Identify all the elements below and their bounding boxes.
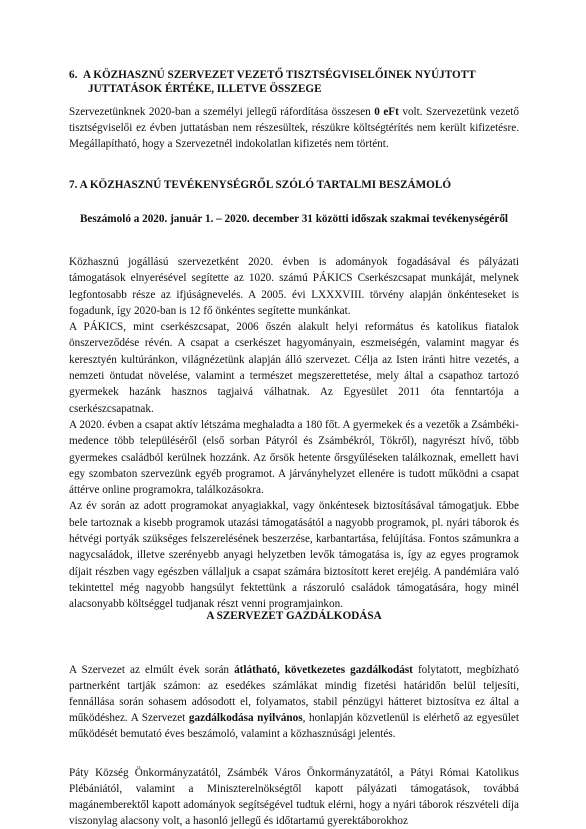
section-6-heading xyxy=(69,68,538,96)
section-8-p1-bold-1: átlátható, következetes gazdálkodást xyxy=(234,664,413,676)
section-7-paragraph-2: A PÁKICS, mint cserkészcsapat, 2006 őszén alakult helyi református és katolikus fiatalok önszerveződése révén. A csapat a cserkészet hagyományain, eszmeiségén, valamint magyar és keresztyén kultúránkon, világnézetünk alapján álló szervezet. Célja az Isten iránti hitre vezetés, a nemzeti öntudat növelése, valamint a természet megszerettetése, mely által a csapathoz tartozó gyermekek hazánk hasznos tagjaivá válhatnak. Az Egyesület 2011 óta fenntartója a cserkészcsapatnak. xyxy=(69,321,519,415)
section-6-amount: 0 eFt xyxy=(374,106,399,118)
section-8-p1-b: folytatott, megbízható partnerként tartják számon: az esedékes számlákat mindig fizetési határidőn belül teljesíti, fennállása során sohasem adósodott el, folyamatos, stabil pénzügyi hátteret biztosítva ez által a működéshez. A Szervezet xyxy=(69,664,519,725)
section-6-text-b: volt. Szervezetünk vezető tisztségviselői ez évben juttatásban nem részesültek, részükre költségtérítés nem került kifizetésre. Megállapítható, hogy a Szervezetnél indokolatlan kifizetés nem történt. xyxy=(69,106,519,151)
section-8-p1-a: A Szervezet az elmúlt évek során xyxy=(69,664,235,676)
section-7-paragraph-3: A 2020. évben a csapat aktív létszáma meghaladta a 180 főt. A gyermekek és a vezetők a Zsámbéki-medence több településéről (első sorban Pátyról és Zsámbékról, Tökről), nagyrészt hívő, több gyermekes családból kerülnek hozzánk. Az őrsök hetente őrsgyűléseken találkoznak, emellett havi egy szombaton szervezünk egyéb programot. A járványhelyzet ellenére is tudott működni a csapat áttérve online programokra, találkozásokra. xyxy=(69,418,519,497)
section-6-heading-text: A KÖZHASZNÚ SZERVEZET VEZETŐ TISZTSÉGVISELŐINEK NYÚJTOTT JUTTATÁSOK ÉRTÉKE, ILLETVE ÖSSZEGE xyxy=(82,69,476,95)
section-8-heading: A SZERVEZET GAZDÁLKODÁSA xyxy=(206,610,382,622)
section-6-number: 6. xyxy=(69,69,78,81)
section-7-body xyxy=(69,254,519,613)
section-7-paragraph-4: Az év során az adott programokat anyagiakkal, vagy önkéntesek biztosításával támogatjuk. Ebbe bele tartoznak a kisebb programok utazási támogatásától a nagyobb programok, pl. nyári táborok és hétvégi portyák szükséges felszerelésének beszerzése, karbantartása, felújítása. Fontos számunkra a nagycsaládok, illetve szerényebb anyagi helyzetben levők támogatása is, így az egyes programok díjait részben vagy egészben vállaljuk a csapat számára biztosított keret erejéig. A pandémiára való tekintettel még nagyobb hangsúlyt fektettünk a rászoruló családok támogatására, hogy minél alacsonyabb költséggel tudjanak részt venni programjainkon. xyxy=(69,500,519,611)
section-7-subheading: Beszámoló a 2020. január 1. – 2020. december 31 közötti időszak szakmai tevékenységéről xyxy=(79,213,509,225)
section-6-text-a: Szervezetünknek 2020-ban a személyi jellegű ráfordítása összesen xyxy=(69,106,375,118)
section-8-p1-bold-2: gazdálkodása nyilvános xyxy=(188,712,303,725)
section-8-paragraph-1 xyxy=(69,662,519,742)
section-7-paragraph-1: Közhasznú jogállású szervezetként 2020. évben is adományok fogadásával és pályázati támogatások elnyerésével segítette az 1020. számú PÁKICS Cserkészcsapat munkáját, melynek legfontosabb része az ifjúságnevelés. A 2005. évi LXXXVIII. törvény alapján önkénteseket is fogadunk, így 2020-ban is 12 fő önkéntes segítette munkánkat. xyxy=(69,256,519,317)
section-8-p1-c: , honlapján közvetlenül is elérhető az egyesület működését bemutató éves beszámoló, valamint a közhasznúsági jelentés. xyxy=(69,712,520,741)
section-8-paragraph-2: Páty Község Önkormányzatától, Zsámbék Város Önkormányzatától, a Pátyi Római Katolikus Plébániától, valamint a Miniszterelnökségtől kapott pályázati támogatások, továbbá magánemberektől kapott adományok segítségével tudtuk elérni, hogy a nyári táborok részvételi díja viszonylag alacsony volt, a hasonló jellegű és időtartamú gyerektáborokhoz xyxy=(69,767,519,828)
section-6-paragraph xyxy=(69,104,519,153)
section-7-heading: 7. A KÖZHASZNÚ TEVÉKENYSÉGRŐL SZÓLÓ TARTALMI BESZÁMOLÓ xyxy=(69,179,452,191)
